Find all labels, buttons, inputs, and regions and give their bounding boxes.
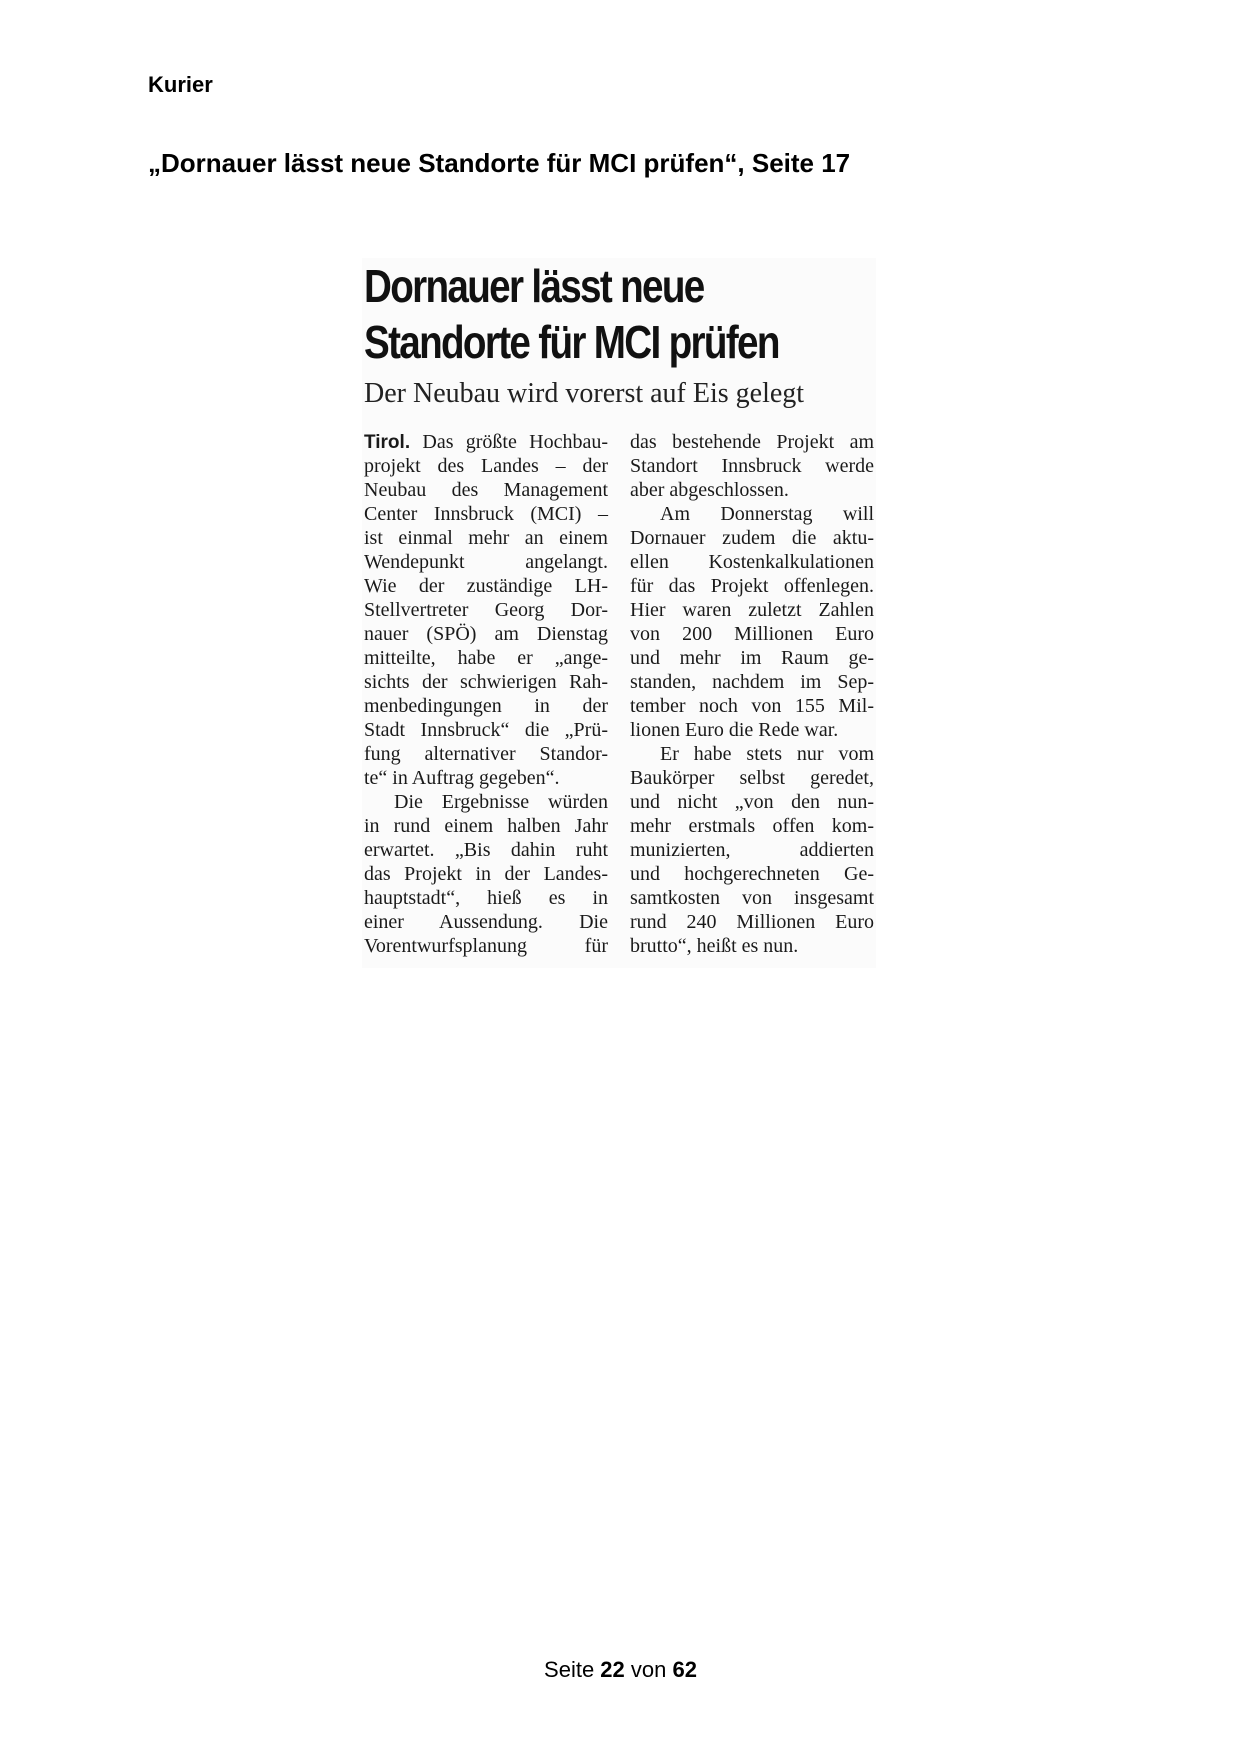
page-footer — [0, 1657, 1241, 1683]
article-line: sichts der schwierigen Rah- — [364, 671, 608, 693]
article-line: das Projekt in der Landes- — [364, 863, 608, 885]
article-line: Er habe stets nur vom — [660, 743, 874, 765]
article-line: ist einmal mehr an einem — [364, 527, 608, 549]
article-line: mitteilte, habe er „ange- — [364, 647, 608, 669]
article-column-left — [364, 430, 608, 958]
headline-line: Dornauer lässt neue — [364, 260, 704, 312]
article-line: rund 240 Millionen Euro — [630, 911, 874, 933]
article-line: standen, nachdem im Sep- — [630, 671, 874, 693]
article-subheadline: Der Neubau wird vorerst auf Eis gelegt — [364, 378, 805, 409]
article-line: und nicht „von den nun- — [630, 791, 874, 813]
article-line: tember noch von 155 Mil- — [630, 695, 874, 717]
article-line: lionen Euro die Rede war. — [630, 719, 839, 741]
article-line: Vorentwurfsplanung für — [364, 935, 608, 957]
total-pages: 62 — [672, 1657, 697, 1682]
article-line: für das Projekt offenlegen. — [630, 575, 874, 597]
document-title: „Dornauer lässt neue Standorte für MCI prüfen“, Seite 17 — [148, 148, 851, 178]
article-line: Neubau des Management — [364, 479, 608, 501]
article-line: ellen Kostenkalkulationen — [630, 551, 874, 573]
article-line: menbedingungen in der — [364, 695, 608, 717]
article-line-text: Das größte Hochbau- — [410, 431, 608, 453]
article-line: das bestehende Projekt am — [630, 431, 874, 453]
article-line: projekt des Landes – der — [364, 455, 608, 477]
article-line: Wie der zuständige LH- — [364, 575, 608, 597]
article-line: samtkosten von insgesamt — [630, 887, 874, 909]
article-line: brutto“, heißt es nun. — [630, 935, 799, 957]
lead-word: Tirol. — [364, 432, 411, 453]
article-line: und hochgerechneten Ge- — [630, 863, 874, 885]
article-line: Stellvertreter Georg Dor- — [364, 599, 608, 621]
page-prefix: Seite — [544, 1657, 601, 1682]
article-line: munizierten, addierten — [630, 839, 874, 861]
article-line: Hier waren zuletzt Zahlen — [630, 599, 874, 621]
article-line: hauptstadt“, hieß es in — [364, 887, 608, 909]
article-line: te“ in Auftrag gegeben“. — [364, 767, 560, 789]
headline-line: Standorte für MCI prüfen — [364, 316, 779, 368]
source-label: Kurier — [148, 72, 213, 97]
page-separator: von — [624, 1657, 673, 1682]
article-line: nauer (SPÖ) am Dienstag — [364, 623, 608, 645]
article-headline — [364, 258, 779, 370]
article-line: Stadt Innsbruck“ die „Prü- — [364, 719, 608, 741]
article-line: Baukörper selbst geredet, — [630, 767, 874, 789]
article-line: erwartet. „Bis dahin ruht — [364, 839, 608, 861]
article-line: Dornauer zudem die aktu- — [630, 527, 874, 549]
current-page: 22 — [600, 1657, 625, 1682]
article-line: Wendepunkt angelangt. — [364, 551, 608, 573]
article-line: einer Aussendung. Die — [364, 911, 608, 933]
article-line: und mehr im Raum ge- — [630, 647, 874, 669]
article-column-right — [630, 430, 874, 958]
article-line: Standort Innsbruck werde — [630, 455, 874, 477]
article-line: Center Innsbruck (MCI) – — [364, 503, 608, 525]
page-number — [544, 1657, 697, 1683]
article-line: fung alternativer Standor- — [364, 743, 608, 765]
article-line: in rund einem halben Jahr — [364, 815, 608, 837]
article-line: Am Donnerstag will — [660, 503, 874, 525]
article-line: aber abgeschlossen. — [630, 479, 789, 501]
article-line: Die Ergebnisse würden — [394, 791, 608, 813]
article-line: mehr erstmals offen kom- — [630, 815, 874, 837]
article-line: von 200 Millionen Euro — [630, 623, 874, 645]
newspaper-clipping — [362, 258, 876, 968]
article-line — [364, 430, 608, 454]
